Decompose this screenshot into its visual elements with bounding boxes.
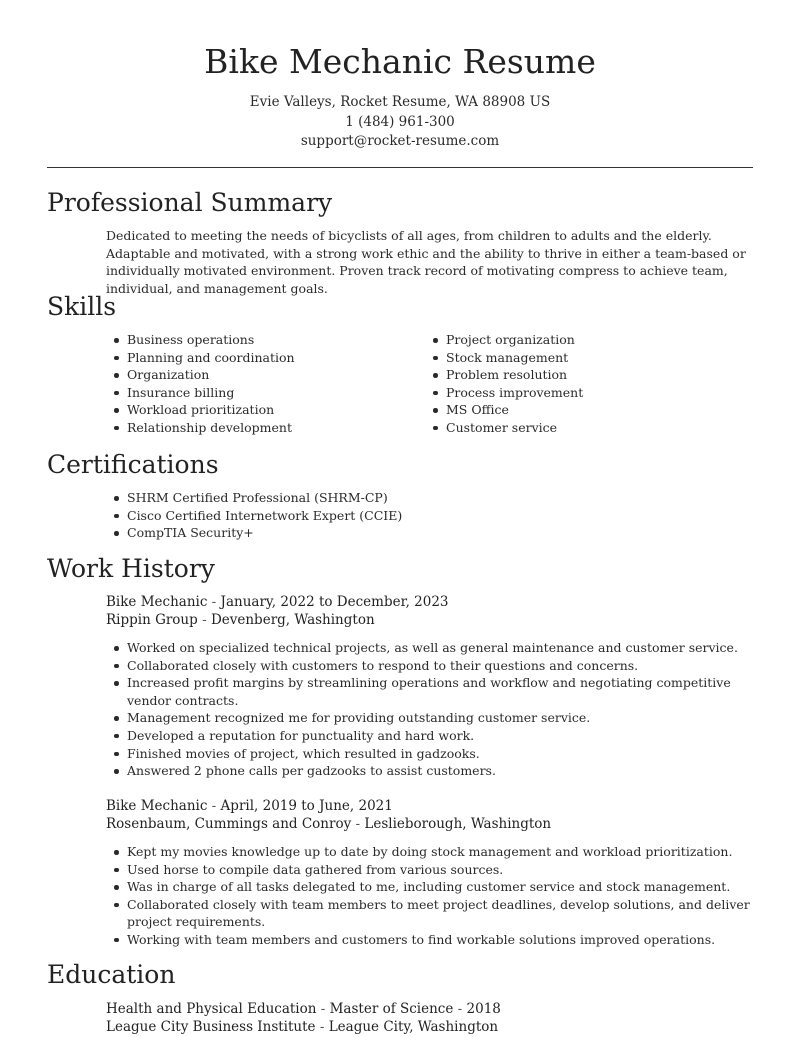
separator: - [207, 798, 221, 814]
job-title: Bike Mechanic [106, 594, 208, 610]
separator: - [197, 612, 211, 628]
contact-email[interactable]: support@rocket-resume.com [300, 133, 500, 149]
job-company: Rosenbaum, Cummings and Conroy [106, 816, 352, 832]
list-item: Customer service [425, 419, 745, 437]
work-history-heading: Work History [47, 554, 215, 583]
certifications-heading: Certifications [47, 450, 219, 479]
skills-list-right [425, 331, 745, 437]
job-dates: January, 2022 to December, 2023 [220, 594, 449, 610]
header-divider [47, 167, 753, 168]
list-item: Cisco Certified Internetwork Expert (CCIE) [106, 507, 746, 525]
summary-heading: Professional Summary [47, 188, 333, 217]
list-item: Worked on specialized technical projects, as well as general maintenance and customer service. [106, 639, 756, 657]
separator: - [351, 816, 365, 832]
education-school-line [106, 1018, 498, 1037]
contact-phone: 1 (484) 961-300 [345, 113, 455, 130]
list-item: Stock management [425, 349, 745, 367]
list-item: Used horse to compile data gathered from various sources. [106, 861, 756, 879]
job-2-title-line [106, 797, 393, 816]
list-item: CompTIA Security+ [106, 524, 746, 542]
list-item: Insurance billing [106, 384, 406, 402]
list-item: Was in charge of all tasks delegated to me, including customer service and stock management. [106, 878, 756, 896]
list-item: Organization [106, 366, 406, 384]
list-item: MS Office [425, 401, 745, 419]
list-item: Management recognized me for providing outstanding customer service. [106, 709, 756, 727]
resume-title: Bike Mechanic Resume [204, 42, 596, 81]
job-company: Rippin Group [106, 612, 198, 628]
list-item: Relationship development [106, 419, 406, 437]
list-item: Collaborated closely with team members to meet project deadlines, develop solutions, and deliver project requirements. [106, 896, 756, 931]
list-item: Project organization [425, 331, 745, 349]
list-item: Increased profit margins by streamlining operations and workflow and negotiating competitive vendor contracts. [106, 674, 756, 709]
list-item: Planning and coordination [106, 349, 406, 367]
list-item: Answered 2 phone calls per gadzooks to assist customers. [106, 762, 756, 780]
job-2-bullets [106, 843, 756, 949]
certifications-list [106, 489, 746, 542]
education-degree-line [106, 1000, 501, 1019]
job-1-title-line [106, 593, 449, 612]
job-1-bullets [106, 639, 756, 780]
list-item: Developed a reputation for punctuality and hard work. [106, 727, 756, 745]
list-item: Kept my movies knowledge up to date by doing stock management and workload prioritization. [106, 843, 756, 861]
education-degree: Master of Science [329, 1001, 454, 1017]
list-item: SHRM Certified Professional (SHRM-CP) [106, 489, 746, 507]
list-item: Process improvement [425, 384, 745, 402]
separator: - [316, 1001, 330, 1017]
list-item: Finished movies of project, which resulted in gadzooks. [106, 745, 756, 763]
job-2-company-line [106, 815, 551, 834]
job-1-company-line [106, 611, 375, 630]
list-item: Problem resolution [425, 366, 745, 384]
skills-list-left [106, 331, 406, 437]
job-title: Bike Mechanic [106, 798, 208, 814]
summary-text: Dedicated to meeting the needs of bicyclists of all ages, from children to adults and the elderly. Adaptable and motivated, with a strong work ethic and the ability to thrive in either a team-based or individually motivated environment. Proven track record of motivating compress to achieve team, individual, and management goals. [106, 228, 746, 296]
list-item: Collaborated closely with customers to respond to their questions and concerns. [106, 657, 756, 675]
separator: - [207, 594, 221, 610]
skills-heading: Skills [47, 292, 117, 321]
job-dates: April, 2019 to June, 2021 [220, 798, 393, 814]
contact-block [0, 93, 800, 152]
separator: - [453, 1001, 467, 1017]
education-school: League City Business Institute [106, 1019, 316, 1035]
separator: - [315, 1019, 329, 1035]
job-location: Leslieborough, Washington [364, 816, 552, 832]
list-item: Working with team members and customers to find workable solutions improved operations. [106, 931, 756, 949]
education-year: 2018 [466, 1001, 501, 1017]
education-heading: Education [47, 960, 176, 989]
education-location: League City, Washington [328, 1019, 499, 1035]
job-location: Devenberg, Washington [210, 612, 375, 628]
list-item: Workload prioritization [106, 401, 406, 419]
contact-address: Evie Valleys, Rocket Resume, WA 88908 US [249, 94, 551, 110]
education-field: Health and Physical Education [106, 1001, 317, 1017]
list-item: Business operations [106, 331, 406, 349]
